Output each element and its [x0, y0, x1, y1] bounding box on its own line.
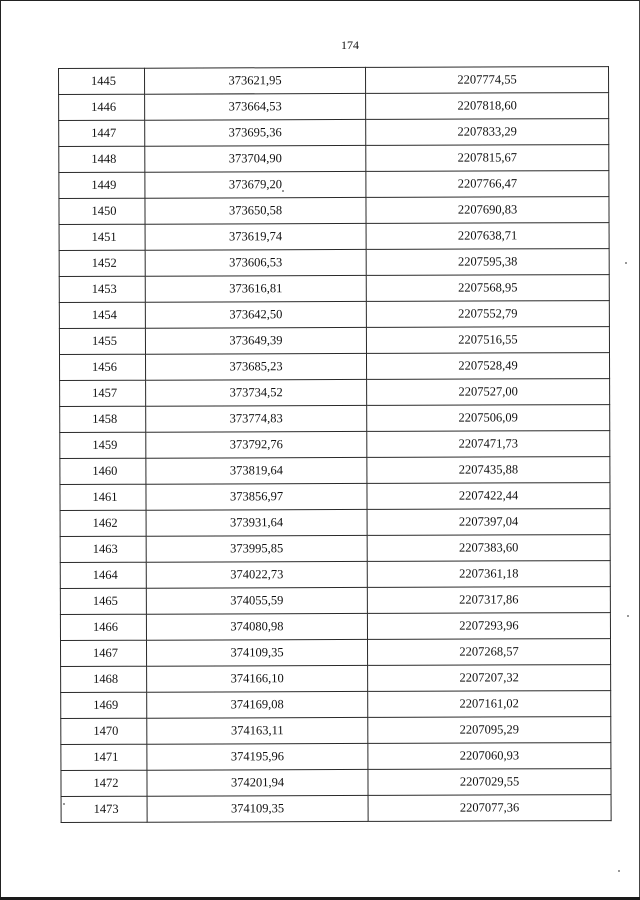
table-row: [60, 457, 610, 485]
point-number-cell: 1457: [60, 380, 146, 406]
point-number-cell: 1462: [60, 510, 146, 536]
x-coordinate-cell: 374080,98: [146, 613, 367, 640]
table-row: [60, 561, 610, 589]
table-row: [59, 145, 609, 173]
y-coordinate-cell: 2207506,09: [367, 405, 610, 432]
x-coordinate-cell: 373616,81: [145, 275, 366, 302]
table-row: [60, 431, 610, 459]
point-number-cell: 1464: [60, 562, 146, 588]
table-row: [60, 405, 610, 433]
y-coordinate-cell: 2207638,71: [366, 223, 609, 250]
scan-speck: [282, 190, 284, 192]
y-coordinate-cell: 2207435,88: [367, 457, 610, 484]
point-number-cell: 1453: [59, 276, 145, 302]
coordinates-table-body: [59, 67, 612, 823]
y-coordinate-cell: 2207422,44: [367, 483, 610, 510]
x-coordinate-cell: 373621,95: [145, 67, 366, 94]
y-coordinate-cell: 2207527,00: [367, 379, 610, 406]
y-coordinate-cell: 2207528,49: [366, 353, 609, 380]
point-number-cell: 1459: [60, 432, 146, 458]
point-number-cell: 1472: [61, 770, 147, 796]
x-coordinate-cell: 373679,20: [145, 171, 366, 198]
x-coordinate-cell: 373685,23: [145, 353, 366, 380]
table-row: [60, 353, 610, 381]
x-coordinate-cell: 373704,90: [145, 145, 366, 172]
table-row: [59, 249, 609, 277]
x-coordinate-cell: 373619,74: [145, 223, 366, 250]
table-row: [61, 691, 611, 719]
table-row: [59, 171, 609, 199]
scan-speck: [625, 262, 627, 264]
table-row: [61, 795, 611, 823]
y-coordinate-cell: 2207060,93: [368, 743, 611, 770]
point-number-cell: 1455: [59, 328, 145, 354]
table-row: [60, 613, 610, 641]
x-coordinate-cell: 374109,35: [146, 639, 367, 666]
point-number-cell: 1470: [61, 718, 147, 744]
x-coordinate-cell: 374166,10: [147, 665, 368, 692]
table-row: [59, 197, 609, 225]
y-coordinate-cell: 2207516,55: [366, 327, 609, 354]
point-number-cell: 1452: [59, 250, 145, 276]
x-coordinate-cell: 373931,64: [146, 509, 367, 536]
page-number: 174: [341, 38, 359, 52]
y-coordinate-cell: 2207077,36: [368, 795, 611, 822]
table-row: [59, 275, 609, 303]
x-coordinate-cell: 373650,58: [145, 197, 366, 224]
y-coordinate-cell: 2207317,86: [367, 587, 610, 614]
point-number-cell: 1446: [59, 94, 145, 120]
point-number-cell: 1456: [60, 354, 146, 380]
point-number-cell: 1458: [60, 406, 146, 432]
table-row: [61, 665, 611, 693]
x-coordinate-cell: 373734,52: [146, 379, 367, 406]
x-coordinate-cell: 373774,83: [146, 405, 367, 432]
point-number-cell: 1460: [60, 458, 146, 484]
point-number-cell: 1448: [59, 146, 145, 172]
x-coordinate-cell: 373995,85: [146, 535, 367, 562]
y-coordinate-cell: 2207268,57: [367, 639, 610, 666]
y-coordinate-cell: 2207690,83: [366, 197, 609, 224]
x-coordinate-cell: 374195,96: [147, 743, 368, 770]
y-coordinate-cell: 2207361,18: [367, 561, 610, 588]
point-number-cell: 1466: [60, 614, 146, 640]
scan-speck: [63, 803, 65, 805]
point-number-cell: 1463: [60, 536, 146, 562]
point-number-cell: 1473: [61, 796, 147, 822]
scan-speck: [618, 870, 620, 872]
scan-speck: [627, 615, 629, 617]
x-coordinate-cell: 374109,35: [147, 795, 368, 822]
x-coordinate-cell: 374163,11: [147, 717, 368, 744]
y-coordinate-cell: 2207833,29: [366, 119, 609, 146]
y-coordinate-cell: 2207383,60: [367, 535, 610, 562]
table-row: [60, 483, 610, 511]
x-coordinate-cell: 373664,53: [145, 93, 366, 120]
x-coordinate-cell: 373606,53: [145, 249, 366, 276]
table-row: [59, 67, 609, 95]
coordinates-table: [58, 66, 612, 823]
point-number-cell: 1469: [61, 692, 147, 718]
y-coordinate-cell: 2207095,29: [368, 717, 611, 744]
table-row: [60, 379, 610, 407]
point-number-cell: 1471: [61, 744, 147, 770]
x-coordinate-cell: 374201,94: [147, 769, 368, 796]
y-coordinate-cell: 2207397,04: [367, 509, 610, 536]
point-number-cell: 1468: [61, 666, 147, 692]
point-number-cell: 1467: [60, 640, 146, 666]
table-row: [60, 639, 610, 667]
table-row: [59, 223, 609, 251]
x-coordinate-cell: 373819,64: [146, 457, 367, 484]
y-coordinate-cell: 2207471,73: [367, 431, 610, 458]
y-coordinate-cell: 2207207,32: [368, 665, 611, 692]
table-row: [60, 587, 610, 615]
point-number-cell: 1447: [59, 120, 145, 146]
point-number-cell: 1445: [59, 68, 145, 94]
table-row: [59, 327, 609, 355]
table-row: [61, 769, 611, 797]
table-row: [61, 743, 611, 771]
y-coordinate-cell: 2207815,67: [366, 145, 609, 172]
table-row: [61, 717, 611, 745]
x-coordinate-cell: 374022,73: [146, 561, 367, 588]
point-number-cell: 1465: [60, 588, 146, 614]
point-number-cell: 1450: [59, 198, 145, 224]
point-number-cell: 1451: [59, 224, 145, 250]
y-coordinate-cell: 2207774,55: [365, 67, 608, 94]
table-row: [60, 535, 610, 563]
x-coordinate-cell: 374169,08: [147, 691, 368, 718]
x-coordinate-cell: 373792,76: [146, 431, 367, 458]
table-row: [59, 301, 609, 329]
x-coordinate-cell: 373649,39: [145, 327, 366, 354]
y-coordinate-cell: 2207029,55: [368, 769, 611, 796]
y-coordinate-cell: 2207161,02: [368, 691, 611, 718]
point-number-cell: 1449: [59, 172, 145, 198]
table-row: [60, 509, 610, 537]
point-number-cell: 1454: [59, 302, 145, 328]
y-coordinate-cell: 2207766,47: [366, 171, 609, 198]
y-coordinate-cell: 2207293,96: [367, 613, 610, 640]
x-coordinate-cell: 374055,59: [146, 587, 367, 614]
y-coordinate-cell: 2207552,79: [366, 301, 609, 328]
x-coordinate-cell: 373695,36: [145, 119, 366, 146]
x-coordinate-cell: 373856,97: [146, 483, 367, 510]
y-coordinate-cell: 2207818,60: [366, 93, 609, 120]
y-coordinate-cell: 2207595,38: [366, 249, 609, 276]
table-row: [59, 119, 609, 147]
y-coordinate-cell: 2207568,95: [366, 275, 609, 302]
point-number-cell: 1461: [60, 484, 146, 510]
table-row: [59, 93, 609, 121]
x-coordinate-cell: 373642,50: [145, 301, 366, 328]
